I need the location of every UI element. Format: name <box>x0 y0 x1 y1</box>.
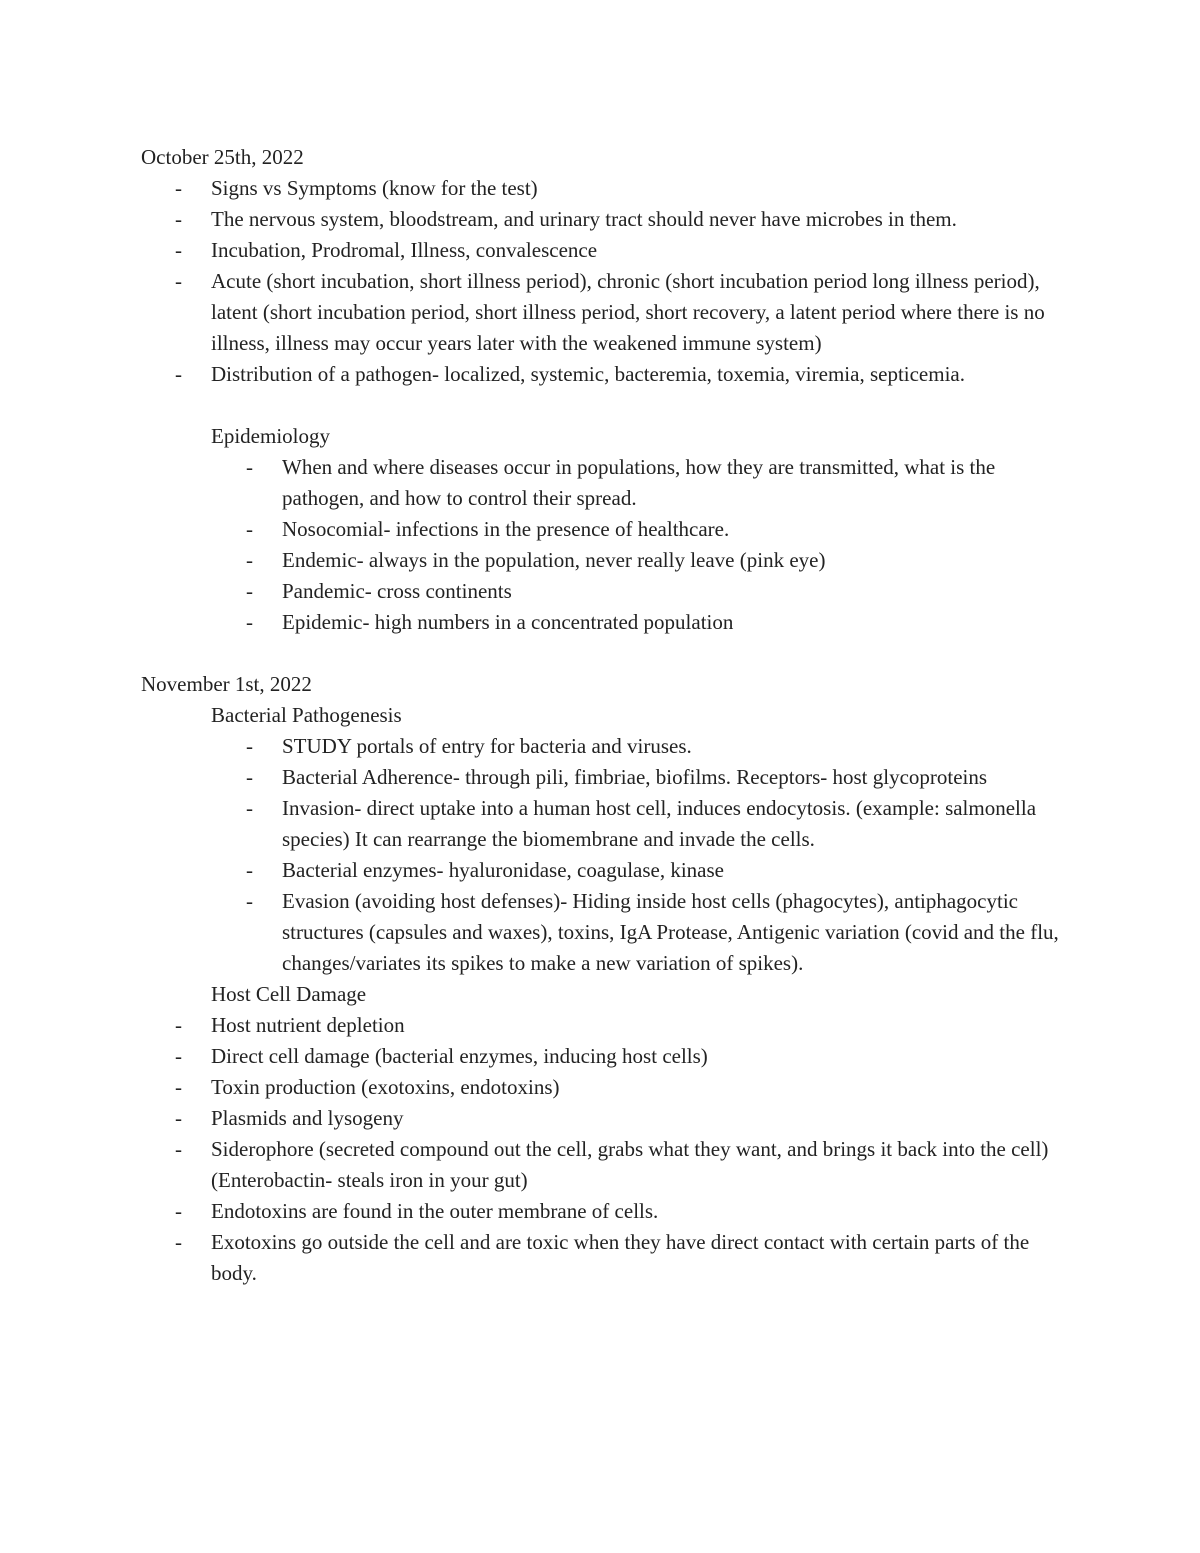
dash-marker: - <box>175 1199 182 1223</box>
list-item <box>141 266 1071 359</box>
list-item-text: Endotoxins are found in the outer membrane of cells. <box>211 1199 659 1223</box>
notes-body <box>141 142 1071 1289</box>
date-heading-nov: November 1st, 2022 <box>141 672 312 696</box>
list-item-text: Acute (short incubation, short illness period), chronic (short incubation period long illness period), latent (short incubation period, short illness period, short recovery, a latent period where there is no illness, illness may occur years later with the weakened immune system) <box>211 269 1045 355</box>
list-item <box>141 1196 1071 1227</box>
list-item-text: Invasion- direct uptake into a human host cell, induces endocytosis. (example: salmonella species) It can rearrange the biomembrane and invade the cells. <box>282 796 1037 851</box>
list-item-text: Distribution of a pathogen- localized, systemic, bacteremia, toxemia, viremia, septicemia. <box>211 362 965 386</box>
dash-marker: - <box>246 858 253 882</box>
list-item <box>141 514 1072 545</box>
dash-marker: - <box>246 796 253 820</box>
list-item <box>141 855 1072 886</box>
dash-marker: - <box>246 889 253 913</box>
dash-marker: - <box>246 765 253 789</box>
dash-marker: - <box>246 548 253 572</box>
list-item <box>141 793 1072 855</box>
list-item <box>141 731 1072 762</box>
dash-marker: - <box>246 517 253 541</box>
dash-marker: - <box>175 1013 182 1037</box>
list-item <box>141 1103 1071 1134</box>
list-item-text: Bacterial Adherence- through pili, fimbriae, biofilms. Receptors- host glycoproteins <box>282 765 988 789</box>
pathogenesis-heading: Bacterial Pathogenesis <box>211 703 402 727</box>
list-item <box>141 1041 1071 1072</box>
list-item-text: Toxin production (exotoxins, endotoxins) <box>211 1075 560 1099</box>
list-item <box>141 762 1072 793</box>
list-item-text: Bacterial enzymes- hyaluronidase, coagulase, kinase <box>282 858 724 882</box>
dash-marker: - <box>175 1075 182 1099</box>
spacer <box>141 638 1071 669</box>
dash-marker: - <box>175 1044 182 1068</box>
list-item <box>141 576 1072 607</box>
list-item <box>141 452 1072 514</box>
dash-marker: - <box>175 176 182 200</box>
oct-bullet-list <box>141 173 1071 390</box>
list-item <box>141 1227 1071 1289</box>
host-damage-list <box>141 1010 1071 1289</box>
epidemiology-heading: Epidemiology <box>211 424 330 448</box>
list-item <box>141 173 1071 204</box>
list-item-text: Siderophore (secreted compound out the cell, grabs what they want, and brings it back into the cell) (Enterobactin- steals iron in your gut) <box>211 1137 1049 1192</box>
list-item-text: Plasmids and lysogeny <box>211 1106 404 1130</box>
dash-marker: - <box>175 1106 182 1130</box>
list-item-text: Evasion (avoiding host defenses)- Hiding inside host cells (phagocytes), antiphagocytic structures (capsules and waxes), toxins, IgA Protease, Antigenic variation (covid and the flu, changes/variates its spikes to make a new variation of spikes). <box>282 889 1059 975</box>
list-item <box>141 545 1072 576</box>
list-item-text: Endemic- always in the population, never really leave (pink eye) <box>282 548 826 572</box>
pathogenesis-list <box>141 731 1071 979</box>
list-item <box>141 235 1071 266</box>
list-item-text: Exotoxins go outside the cell and are toxic when they have direct contact with certain parts of the body. <box>211 1230 1030 1285</box>
list-item-text: Pandemic- cross continents <box>282 579 512 603</box>
list-item <box>141 204 1071 235</box>
list-item-text: Epidemic- high numbers in a concentrated population <box>282 610 734 634</box>
list-item <box>141 607 1072 638</box>
dash-marker: - <box>175 1137 182 1161</box>
list-item-text: Nosocomial- infections in the presence of healthcare. <box>282 517 730 541</box>
dash-marker: - <box>175 238 182 262</box>
dash-marker: - <box>175 1230 182 1254</box>
date-heading-oct: October 25th, 2022 <box>141 145 304 169</box>
list-item <box>141 359 1071 390</box>
dash-marker: - <box>246 734 253 758</box>
dash-marker: - <box>246 579 253 603</box>
host-damage-heading: Host Cell Damage <box>211 982 367 1006</box>
dash-marker: - <box>175 207 182 231</box>
list-item-text: Direct cell damage (bacterial enzymes, inducing host cells) <box>211 1044 708 1068</box>
dash-marker: - <box>246 455 253 479</box>
dash-marker: - <box>175 269 182 293</box>
dash-marker: - <box>175 362 182 386</box>
list-item-text: Incubation, Prodromal, Illness, convalescence <box>211 238 598 262</box>
list-item <box>141 1134 1071 1196</box>
list-item <box>141 1072 1071 1103</box>
spacer <box>141 390 1071 421</box>
list-item-text: STUDY portals of entry for bacteria and viruses. <box>282 734 692 758</box>
epidemiology-list <box>141 452 1071 638</box>
dash-marker: - <box>246 610 253 634</box>
list-item <box>141 886 1072 979</box>
list-item-text: When and where diseases occur in populations, how they are transmitted, what is the pathogen, and how to control their spread. <box>282 455 996 510</box>
list-item-text: Host nutrient depletion <box>211 1013 405 1037</box>
list-item-text: Signs vs Symptoms (know for the test) <box>211 176 538 200</box>
list-item-text: The nervous system, bloodstream, and urinary tract should never have microbes in them. <box>211 207 957 231</box>
list-item <box>141 1010 1071 1041</box>
